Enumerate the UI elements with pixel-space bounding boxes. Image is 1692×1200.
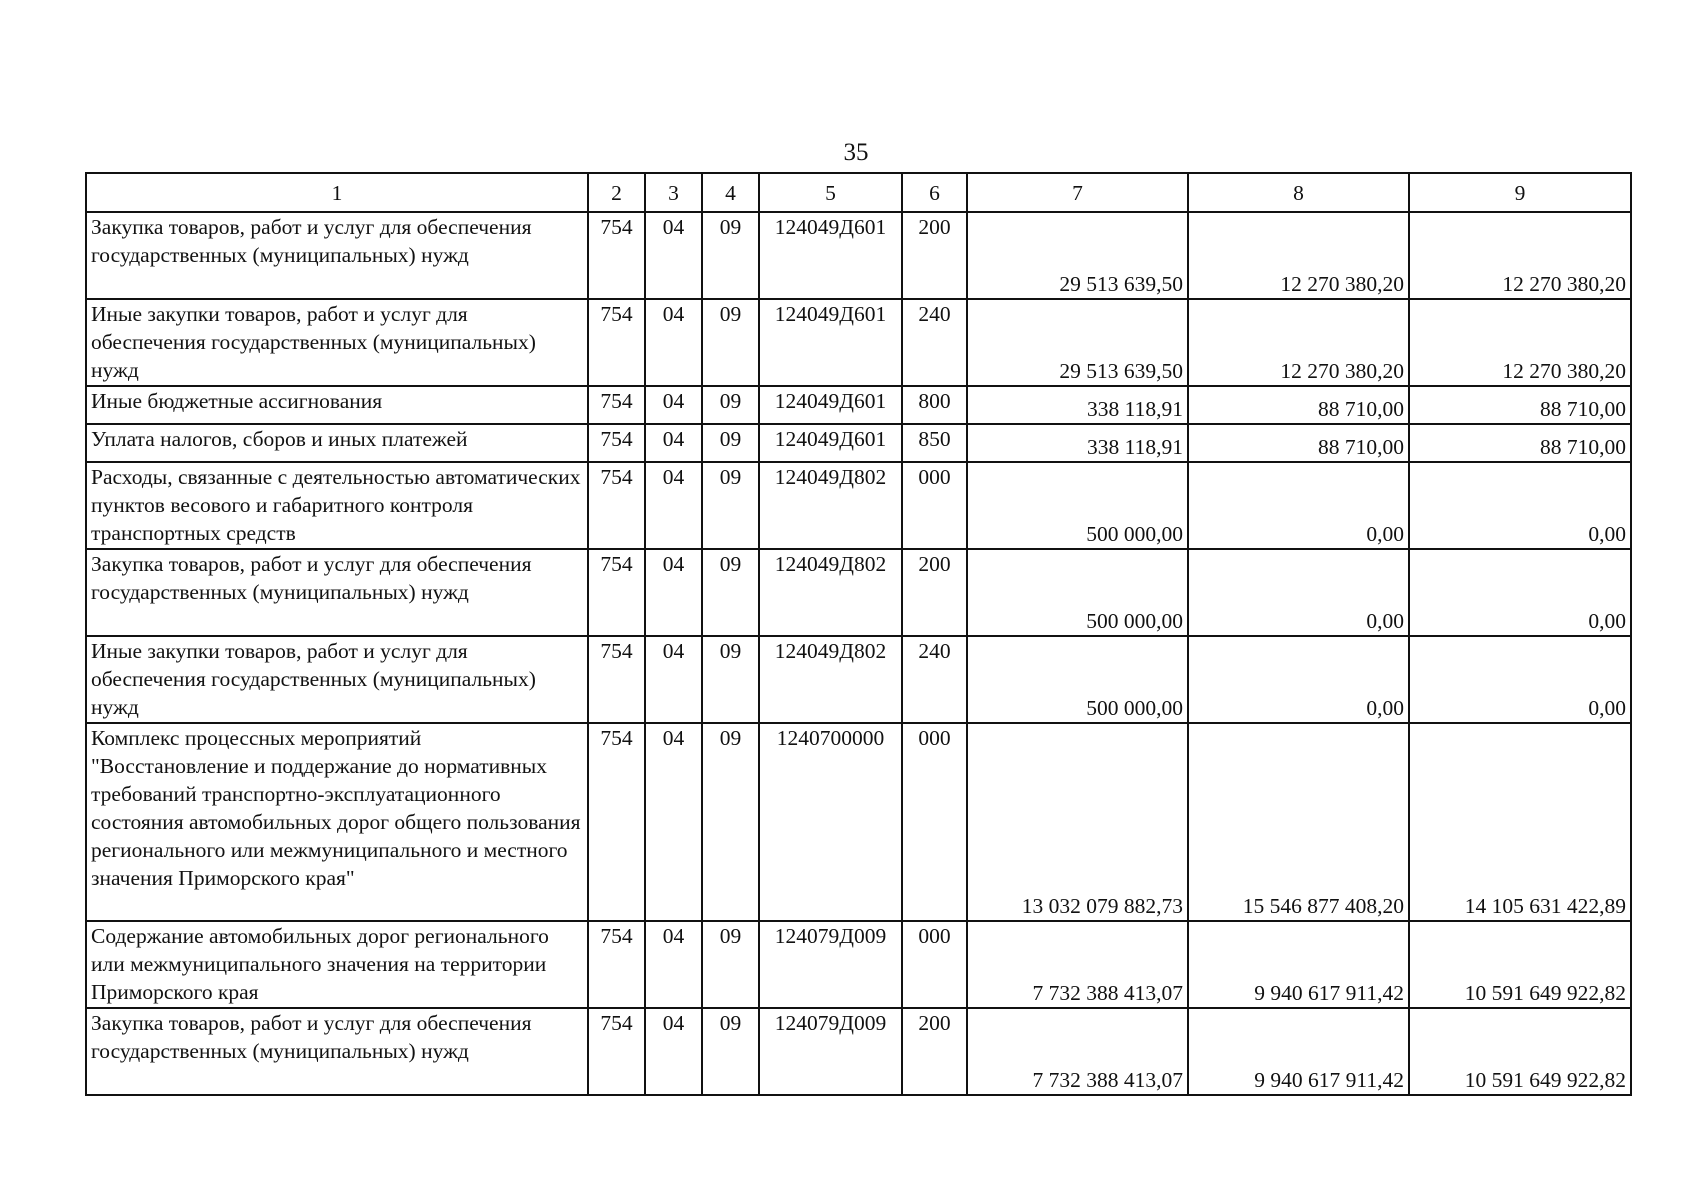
row-code-3: 04	[645, 921, 702, 1008]
row-code-5: 124079Д009	[759, 921, 902, 1008]
row-code-4: 09	[702, 212, 759, 299]
row-description: Закупка товаров, работ и услуг для обеспечения государственных (муниципальных) нужд	[86, 1008, 588, 1095]
row-amount-9: 12 270 380,20	[1409, 212, 1631, 299]
row-amount-9: 14 105 631 422,89	[1409, 723, 1631, 921]
row-code-6: 200	[902, 212, 967, 299]
row-amount-8: 0,00	[1188, 462, 1409, 549]
header-cell: 4	[702, 173, 759, 212]
row-code-5: 124049Д601	[759, 212, 902, 299]
row-amount-7: 338 118,91	[967, 424, 1188, 462]
row-description: Закупка товаров, работ и услуг для обеспечения государственных (муниципальных) нужд	[86, 549, 588, 636]
row-code-5: 124049Д802	[759, 636, 902, 723]
row-amount-7: 500 000,00	[967, 549, 1188, 636]
row-code-3: 04	[645, 549, 702, 636]
row-amount-7: 338 118,91	[967, 386, 1188, 424]
row-amount-9: 10 591 649 922,82	[1409, 1008, 1631, 1095]
row-amount-7: 500 000,00	[967, 462, 1188, 549]
row-code-6: 240	[902, 299, 967, 386]
row-amount-7: 13 032 079 882,73	[967, 723, 1188, 921]
table-row	[86, 424, 1631, 462]
table-row	[86, 1008, 1631, 1095]
header-cell: 2	[588, 173, 645, 212]
row-code-4: 09	[702, 723, 759, 921]
row-code-6: 800	[902, 386, 967, 424]
row-code-2: 754	[588, 386, 645, 424]
row-code-2: 754	[588, 462, 645, 549]
row-code-4: 09	[702, 921, 759, 1008]
table-row	[86, 386, 1631, 424]
row-code-6: 850	[902, 424, 967, 462]
row-code-6: 000	[902, 462, 967, 549]
row-code-2: 754	[588, 424, 645, 462]
row-code-3: 04	[645, 386, 702, 424]
table-row	[86, 921, 1631, 1008]
row-amount-8: 12 270 380,20	[1188, 299, 1409, 386]
table-row	[86, 636, 1631, 723]
row-amount-8: 9 940 617 911,42	[1188, 1008, 1409, 1095]
row-code-3: 04	[645, 212, 702, 299]
row-code-4: 09	[702, 424, 759, 462]
row-amount-8: 88 710,00	[1188, 386, 1409, 424]
row-code-6: 000	[902, 921, 967, 1008]
header-cell: 6	[902, 173, 967, 212]
row-code-3: 04	[645, 299, 702, 386]
row-description: Иные закупки товаров, работ и услуг для обеспечения государственных (муниципальных) нужд	[86, 299, 588, 386]
header-cell: 9	[1409, 173, 1631, 212]
row-description: Уплата налогов, сборов и иных платежей	[86, 424, 588, 462]
row-description: Иные бюджетные ассигнования	[86, 386, 588, 424]
row-code-4: 09	[702, 636, 759, 723]
row-amount-9: 88 710,00	[1409, 424, 1631, 462]
row-code-6: 200	[902, 549, 967, 636]
row-description: Расходы, связанные с деятельностью автоматических пунктов весового и габаритного контроля транспортных средств	[86, 462, 588, 549]
header-cell: 7	[967, 173, 1188, 212]
table-row	[86, 723, 1631, 921]
row-description: Комплекс процессных мероприятий "Восстановление и поддержание до нормативных требований транспортно-эксплуатационного состояния автомобильных дорог общего пользования регионального или межмуниципального и местного значения Приморского края"	[86, 723, 588, 921]
row-code-2: 754	[588, 212, 645, 299]
row-amount-8: 0,00	[1188, 636, 1409, 723]
row-code-2: 754	[588, 1008, 645, 1095]
row-amount-8: 15 546 877 408,20	[1188, 723, 1409, 921]
row-amount-7: 29 513 639,50	[967, 212, 1188, 299]
row-amount-7: 7 732 388 413,07	[967, 1008, 1188, 1095]
page-number: 35	[843, 139, 869, 166]
row-amount-8: 88 710,00	[1188, 424, 1409, 462]
row-code-2: 754	[588, 549, 645, 636]
row-code-2: 754	[588, 299, 645, 386]
header-cell: 5	[759, 173, 902, 212]
row-code-6: 000	[902, 723, 967, 921]
row-amount-9: 12 270 380,20	[1409, 299, 1631, 386]
row-amount-9: 10 591 649 922,82	[1409, 921, 1631, 1008]
row-description: Закупка товаров, работ и услуг для обеспечения государственных (муниципальных) нужд	[86, 212, 588, 299]
row-description: Иные закупки товаров, работ и услуг для обеспечения государственных (муниципальных) нужд	[86, 636, 588, 723]
row-code-4: 09	[702, 386, 759, 424]
row-code-3: 04	[645, 424, 702, 462]
row-amount-9: 0,00	[1409, 549, 1631, 636]
row-code-2: 754	[588, 921, 645, 1008]
row-amount-7: 29 513 639,50	[967, 299, 1188, 386]
table-row	[86, 462, 1631, 549]
row-amount-7: 500 000,00	[967, 636, 1188, 723]
row-code-2: 754	[588, 723, 645, 921]
row-amount-8: 0,00	[1188, 549, 1409, 636]
row-code-5: 1240700000	[759, 723, 902, 921]
row-code-5: 124049Д601	[759, 424, 902, 462]
row-amount-7: 7 732 388 413,07	[967, 921, 1188, 1008]
row-code-5: 124049Д601	[759, 299, 902, 386]
row-code-5: 124049Д601	[759, 386, 902, 424]
row-code-4: 09	[702, 549, 759, 636]
row-code-6: 240	[902, 636, 967, 723]
row-code-4: 09	[702, 1008, 759, 1095]
row-code-4: 09	[702, 299, 759, 386]
row-code-6: 200	[902, 1008, 967, 1095]
row-code-5: 124049Д802	[759, 549, 902, 636]
row-code-3: 04	[645, 1008, 702, 1095]
table-row	[86, 299, 1631, 386]
row-code-2: 754	[588, 636, 645, 723]
table-row	[86, 212, 1631, 299]
header-cell: 1	[86, 173, 588, 212]
row-code-5: 124049Д802	[759, 462, 902, 549]
row-amount-9: 88 710,00	[1409, 386, 1631, 424]
header-cell: 3	[645, 173, 702, 212]
budget-table	[85, 172, 1632, 1096]
row-amount-9: 0,00	[1409, 636, 1631, 723]
row-code-3: 04	[645, 462, 702, 549]
row-code-3: 04	[645, 636, 702, 723]
row-description: Содержание автомобильных дорог регионального или межмуниципального значения на территории Приморского края	[86, 921, 588, 1008]
header-cell: 8	[1188, 173, 1409, 212]
row-code-5: 124079Д009	[759, 1008, 902, 1095]
table-row	[86, 549, 1631, 636]
row-amount-8: 9 940 617 911,42	[1188, 921, 1409, 1008]
row-code-3: 04	[645, 723, 702, 921]
header-row	[86, 173, 1631, 212]
row-amount-8: 12 270 380,20	[1188, 212, 1409, 299]
row-amount-9: 0,00	[1409, 462, 1631, 549]
row-code-4: 09	[702, 462, 759, 549]
